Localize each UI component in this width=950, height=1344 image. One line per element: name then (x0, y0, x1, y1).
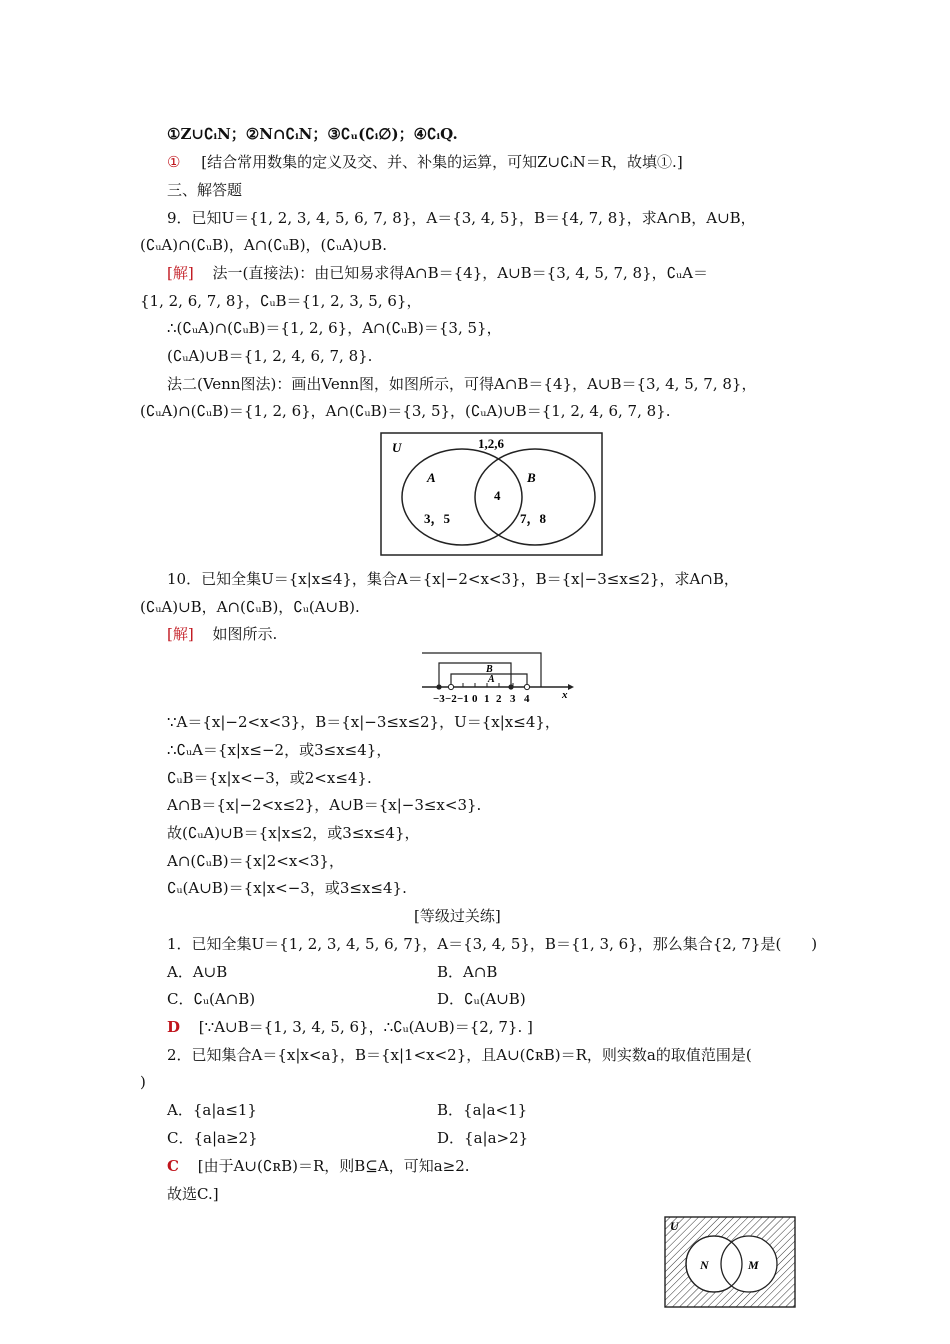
q10-stem-cont: (∁ᵤA)∪B，A∩(∁ᵤB)，∁ᵤ(A∪B). (140, 598, 360, 616)
venn-label-b: B (527, 470, 536, 485)
mc1-option-d: D．∁ᵤ(A∪B) (437, 990, 526, 1008)
q10-result3: ∁ᵤ(A∪B)＝{x|x<−3，或3≤x≤4}. (167, 879, 407, 897)
q9-method1-result2: (∁ᵤA)∪B＝{1, 2, 4, 6, 7, 8}. (167, 347, 373, 365)
label-set-a: A (488, 674, 495, 685)
mc2-option-d: D．{a|a>2} (437, 1129, 529, 1147)
q10-complement-b: ∁ᵤB＝{x|x<−3，或2<x≤4}. (167, 769, 372, 787)
q9-stem: 9．已知U＝{1, 2, 3, 4, 5, 6, 7, 8}，A＝{3, 4, 5}，B＝{4, 7, 8}，求A∩B，A∪B， (167, 209, 756, 227)
venn-diagram-q9 (380, 432, 604, 557)
venn-diagram-hatched (664, 1216, 797, 1309)
mc2-explanation: [由于A∪(∁ʀB)＝R，则B⊆A，可知a≥2. (197, 1157, 470, 1175)
q10-given: ∵A＝{x|−2<x<3}，B＝{x|−3≤x≤2}，U＝{x|x≤4}， (167, 713, 560, 731)
mc1-option-c: C．∁ᵤ(A∩B) (167, 990, 256, 1008)
q9-method1-cont: {1, 2, 6, 7, 8}，∁ᵤB＝{1, 2, 3, 5, 6}， (140, 292, 422, 310)
q10-stem: 10．已知全集U＝{x|x≤4}，集合A＝{x|−2<x<3}，B＝{x|−3≤x≤2}，求A∩B， (167, 570, 739, 588)
venn-outside-values: 1,2,6 (478, 436, 504, 451)
label-set-b: B (486, 664, 493, 675)
venn-only-b: 7，8 (520, 511, 547, 526)
mc2-stem-cont: ) (140, 1073, 146, 1091)
q10-solution-line (167, 624, 277, 644)
q10-result2: A∩(∁ᵤB)＝{x|2<x<3}， (167, 852, 344, 870)
mc1-answer-line (167, 1017, 533, 1037)
tick-label: 1 (484, 693, 490, 705)
mc2-option-a: A．{a|a≤1} (167, 1101, 257, 1119)
endpoint-3-open (524, 684, 529, 689)
q8-options: ①Z∪∁ᵢN；②N∩∁ᵢN；③∁ᵤ(∁ᵢ∅)；④∁ᵢQ. (167, 125, 458, 143)
q9-solution-line (167, 263, 708, 283)
q9-method2: 法二(Venn图法)：画出Venn图，如图所示，可得A∩B＝{4}，A∪B＝{3, 4, 5, 7, 8}， (167, 375, 757, 393)
mc2-answer-line (167, 1156, 470, 1176)
mc2-stem: 2．已知集合A＝{x|x<a}，B＝{x|1<x<2}，且A∪(∁ʀB)＝R，则实数a的取值范围是( (167, 1046, 752, 1064)
tick-label: −3 (433, 693, 445, 705)
q8-answer-line (167, 152, 683, 172)
q10-result1: 故(∁ᵤA)∪B＝{x|x≤2，或3≤x≤4}， (167, 824, 420, 842)
tick-label: 3 (510, 693, 516, 705)
q8-explanation: [结合常用数集的定义及交、并、补集的运算，可知Z∪∁ᵢN＝R，故填①.] (201, 153, 683, 171)
venn-label-u: U (392, 440, 402, 455)
q9-method1-result1: ∴(∁ᵤA)∩(∁ᵤB)＝{1, 2, 6}，A∩(∁ᵤB)＝{3, 5}， (167, 319, 502, 337)
q10-see-figure: 如图所示. (212, 625, 278, 643)
mc1-answer: D (167, 1018, 181, 1036)
number-line-figure (418, 650, 578, 706)
tick-label: 2 (496, 693, 502, 705)
q9-method1: 法一(直接法)：由已知易求得A∩B＝{4}，A∪B＝{3, 4, 5, 7, 8}，∁ᵤA＝ (212, 264, 708, 282)
venn-intersection: 4 (494, 488, 501, 503)
mc1-option-b: B．A∩B (437, 963, 498, 981)
venn-only-a: 3，5 (424, 511, 451, 526)
endpoint-neg3-closed (436, 684, 441, 689)
tick-label: −2 (445, 693, 457, 705)
mc1-stem: 1．已知全集U＝{1, 2, 3, 4, 5, 6, 7}，A＝{3, 4, 5}，B＝{1, 3, 6}，那么集合{2, 7}是( ) (167, 935, 818, 953)
set-u-bracket (422, 653, 541, 687)
endpoint-neg2-open (448, 684, 453, 689)
mc2-conclusion: 故选C.] (167, 1185, 219, 1203)
mc1-option-a: A．A∪B (167, 963, 228, 981)
venn2-label-u: U (670, 1219, 679, 1233)
venn2-label-n: N (700, 1258, 709, 1272)
q8-answer: ① (167, 153, 181, 171)
endpoint-2-closed (508, 684, 513, 689)
section-subheading: [等级过关练] (414, 907, 501, 925)
section-heading: 三、解答题 (167, 181, 243, 199)
q10-intersection-union: A∩B＝{x|−2<x≤2}，A∪B＝{x|−3≤x<3}. (167, 796, 482, 814)
solution-tag: [解] (167, 625, 194, 643)
venn-label-a: A (427, 470, 436, 485)
mc2-option-c: C．{a|a≥2} (167, 1129, 258, 1147)
tick-label: 4 (524, 693, 530, 705)
label-axis-x: x (562, 689, 568, 701)
venn2-label-m: M (748, 1258, 759, 1272)
mc2-answer: C (167, 1157, 179, 1175)
tick-label: −1 (457, 693, 469, 705)
axis-arrow (568, 684, 574, 690)
mc2-option-b: B．{a|a<1} (437, 1101, 528, 1119)
mc1-explanation: [∵A∪B＝{1, 3, 4, 5, 6}，∴∁ᵤ(A∪B)＝{2, 7}. ] (198, 1018, 533, 1036)
q9-method2-cont: (∁ᵤA)∩(∁ᵤB)＝{1, 2, 6}，A∩(∁ᵤB)＝{3, 5}，(∁ᵤA)∪B＝{1, 2, 4, 6, 7, 8}. (140, 402, 671, 420)
tick-label: 0 (472, 693, 478, 705)
solution-tag: [解] (167, 264, 194, 282)
q9-stem-cont: (∁ᵤA)∩(∁ᵤB)，A∩(∁ᵤB)，(∁ᵤA)∪B. (140, 236, 387, 254)
q10-complement-a: ∴∁ᵤA＝{x|x≤−2，或3≤x≤4}， (167, 741, 392, 759)
